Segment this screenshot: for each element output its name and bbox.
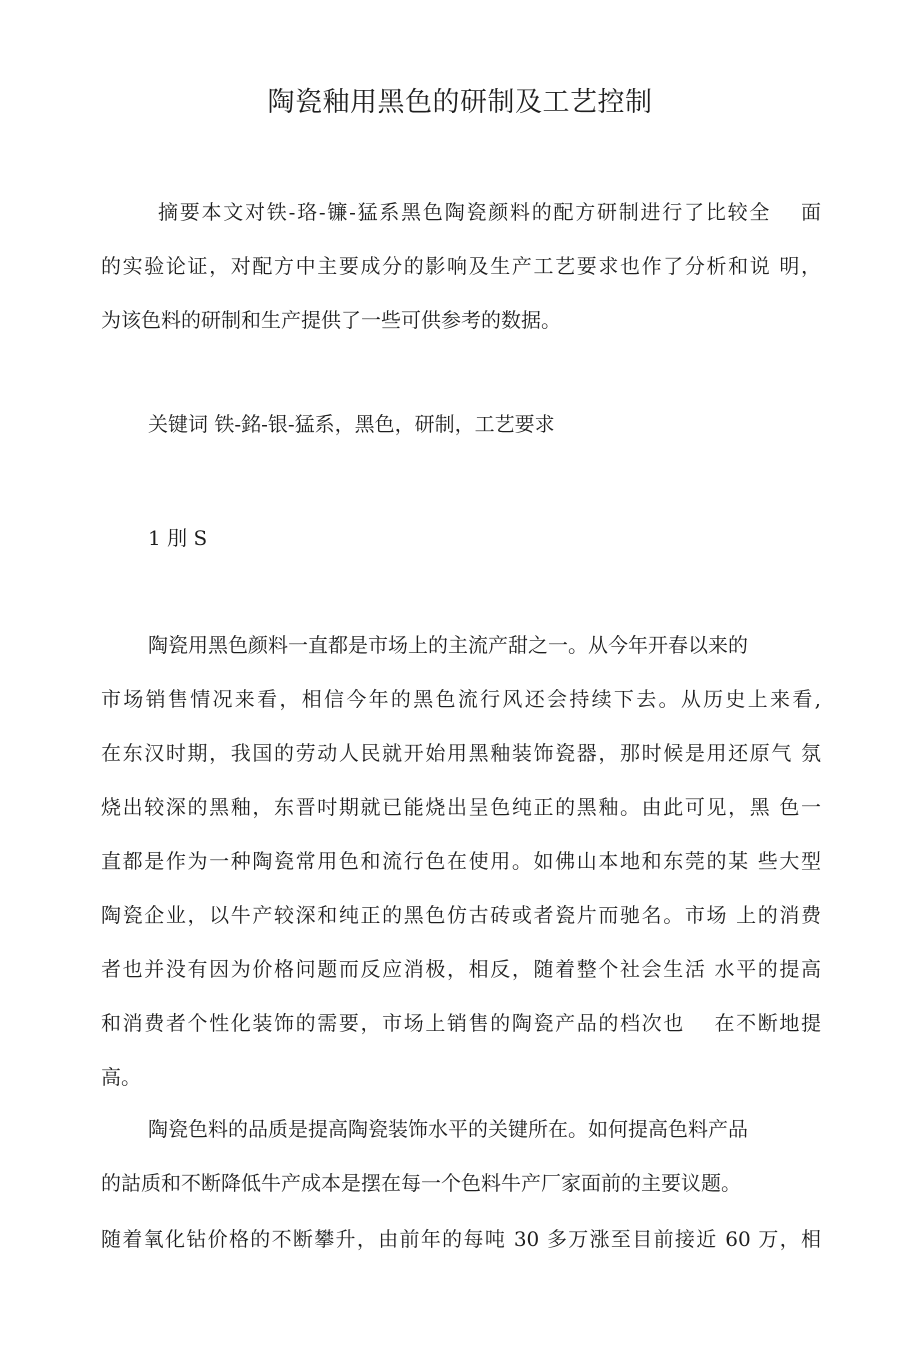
paragraph-line: 者也并没有因为价格问题而反应消极，相反，随着整个社会生活 水平的提高 [101, 957, 821, 981]
section-heading: 1 刖 S [148, 526, 208, 550]
paragraph-line: 和消费者个性化装饰的需要，市场上销售的陶瓷产品的档次也 在不断地提 [101, 1011, 821, 1035]
paragraph-line: 直都是作为一种陶瓷常用色和流行色在使用。如佛山本地和东莞的某 些大型 [101, 849, 821, 873]
paragraph-line: 陶瓷色料的品质是提高陶瓷装饰水平的关键所在。如何提高色料产品 [148, 1117, 748, 1141]
paragraph-line: 高。 [101, 1065, 141, 1089]
abstract-line: 的实验论证，对配方中主要成分的影响及生产工艺要求也作了分析和说 明， [101, 254, 821, 278]
paragraph-line: 陶瓷企业，以牛产较深和纯正的黑色仿古砖或者瓷片而驰名。市场 上的消费 [101, 903, 821, 927]
paragraph-line: 烧出较深的黑釉，东晋吋期就已能烧出呈色纯正的黑釉。由此可见，黑 色一 [101, 795, 821, 819]
paragraph-line: 市场销售情况来看，相信今年的黑色流行风还会持续下去。从历史上来看, [101, 687, 821, 711]
abstract-line: 摘要本文对铁-珞-镰-猛系黑色陶瓷颜料的配方研制进行了比较全 面 [158, 200, 821, 224]
abstract-line: 为该色料的研制和生产提供了一些可供参考的数据。 [101, 308, 561, 332]
keywords: 关键词 铁-銘-银-猛系，黑色，研制，工艺要求 [148, 412, 555, 436]
paragraph-line: 随着氧化钻价格的不断攀升，由前年的每吨 30 多万涨至目前接近 60 万，相 [101, 1227, 821, 1251]
paragraph-line: 在东汉时期，我国的劳动人民就开始用黑釉装饰瓷器，那时候是用还原气 氛 [101, 741, 821, 765]
paragraph-line: 陶瓷用黑色颜料一直都是市场上的主流产甜之一。从今年开春以来的 [148, 633, 748, 657]
paragraph-line: 的詁质和不断降低牛产成本是摆在每一个色料牛产厂家面前的主要议题。 [101, 1171, 741, 1195]
document-title: 陶瓷釉用黑色的研制及工艺控制 [267, 87, 653, 118]
